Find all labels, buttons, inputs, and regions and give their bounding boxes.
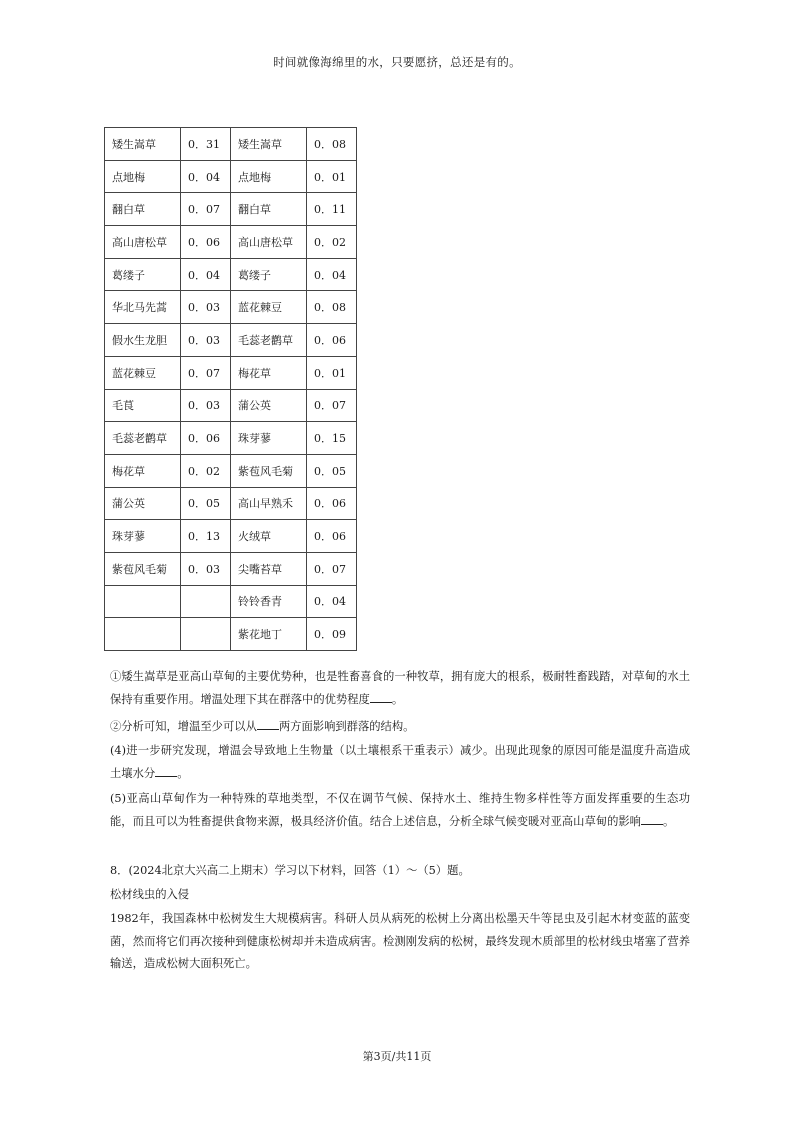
species-name-cell: 毛茛 — [105, 389, 181, 422]
question-7-part-5 — [110, 788, 690, 833]
table-row — [105, 618, 357, 651]
importance-value-cell: 0．07 — [181, 356, 231, 389]
species-name-cell: 毛蕊老鹳草 — [105, 422, 181, 455]
species-name-cell: 高山早熟禾 — [231, 487, 307, 520]
importance-value-cell: 0．05 — [181, 487, 231, 520]
species-name-cell — [105, 585, 181, 618]
table-row — [105, 193, 357, 226]
question-7-part-4-end: 。 — [177, 766, 189, 780]
table-row — [105, 226, 357, 259]
importance-value-cell: 0．05 — [307, 454, 357, 487]
species-name-cell: 葛缕子 — [231, 258, 307, 291]
importance-value-cell: 0．02 — [307, 226, 357, 259]
species-name-cell: 紫苞风毛菊 — [231, 454, 307, 487]
importance-value-cell: 0．08 — [307, 291, 357, 324]
species-name-cell: 蒲公英 — [105, 487, 181, 520]
species-name-cell: 梅花草 — [105, 454, 181, 487]
importance-value-cell: 0．07 — [307, 389, 357, 422]
importance-value-cell: 0．02 — [181, 454, 231, 487]
importance-value-cell: 0．08 — [307, 128, 357, 161]
species-name-cell: 点地梅 — [231, 160, 307, 193]
table-row — [105, 258, 357, 291]
species-name-cell: 点地梅 — [105, 160, 181, 193]
species-name-cell: 假水生龙胆 — [105, 324, 181, 357]
answer-blank[interactable] — [370, 690, 392, 703]
importance-value-cell — [181, 618, 231, 651]
importance-value-cell: 0．13 — [181, 520, 231, 553]
species-name-cell: 葛缕子 — [105, 258, 181, 291]
page-header-motto: 时间就像海绵里的水，只要愿挤，总还是有的。 — [273, 55, 521, 69]
importance-value-cell: 0．03 — [181, 552, 231, 585]
table-row — [105, 552, 357, 585]
answer-blank[interactable] — [257, 717, 279, 730]
importance-value-cell: 0．07 — [307, 552, 357, 585]
importance-value-cell: 0．04 — [307, 585, 357, 618]
table-row — [105, 128, 357, 161]
question-7-part-4-text: (4)进一步研究发现，增温会导致地上生物量（以土壤根系干重表示）减少。出现此现象的原因可能是温度升高造成土壤水分 — [110, 744, 690, 780]
species-name-cell: 高山唐松草 — [231, 226, 307, 259]
importance-value-cell: 0．31 — [181, 128, 231, 161]
importance-value-cell: 0．01 — [307, 160, 357, 193]
species-name-cell: 紫苞风毛菊 — [105, 552, 181, 585]
species-name-cell: 蓝花棘豆 — [231, 291, 307, 324]
species-importance-table — [104, 127, 357, 651]
question-7-part-1-text: ①矮生嵩草是亚高山草甸的主要优势种，也是牲畜喜食的一种牧草，拥有庞大的根系，极耐牲畜践踏，对草甸的水土保持有重要作用。增温处理下其在群落中的优势程度 — [110, 670, 690, 706]
question-8-intro: 8．(2024北京大兴高二上期末）学习以下材料，回答（1）～（5）题。 — [110, 864, 470, 877]
question-7-part-5-end: 。 — [662, 814, 675, 828]
passage-subtitle: 松材线虫的入侵 — [110, 888, 190, 901]
answer-blank[interactable] — [641, 812, 663, 825]
importance-value-cell: 0．07 — [181, 193, 231, 226]
species-name-cell: 华北马先蒿 — [105, 291, 181, 324]
species-name-cell: 毛蕊老鹳草 — [231, 324, 307, 357]
species-name-cell: 珠芽蓼 — [105, 520, 181, 553]
table-row — [105, 422, 357, 455]
importance-value-cell: 0．03 — [181, 291, 231, 324]
table-row — [105, 454, 357, 487]
importance-value-cell: 0．01 — [307, 356, 357, 389]
importance-value-cell: 0．03 — [181, 389, 231, 422]
table-body — [105, 128, 357, 651]
table-row — [105, 520, 357, 553]
species-name-cell — [105, 618, 181, 651]
importance-value-cell: 0．04 — [307, 258, 357, 291]
importance-value-cell: 0．04 — [181, 258, 231, 291]
question-7-part-2-text: ②分析可知，增温至少可以从 — [110, 720, 257, 733]
table-row — [105, 291, 357, 324]
species-name-cell: 翻白草 — [105, 193, 181, 226]
importance-value-cell — [181, 585, 231, 618]
table-row — [105, 356, 357, 389]
question-7-part-1-end: 。 — [391, 692, 404, 706]
table-row — [105, 487, 357, 520]
importance-value-cell: 0．06 — [307, 487, 357, 520]
species-name-cell: 翻白草 — [231, 193, 307, 226]
question-7-part-5-text: (5)亚高山草甸作为一种特殊的草地类型，不仅在调节气候、保持水土、维持生物多样性等方面发挥重要的生态功能，而且可以为牲畜提供食物来源，极具经济价值。结合上述信息，分析全球气候变暖对亚高山草甸的影响 — [110, 792, 690, 828]
species-name-cell: 蓝花棘豆 — [105, 356, 181, 389]
importance-value-cell: 0．04 — [181, 160, 231, 193]
importance-value-cell: 0．06 — [307, 520, 357, 553]
importance-value-cell: 0．06 — [181, 422, 231, 455]
species-name-cell: 铃铃香青 — [231, 585, 307, 618]
answer-blank[interactable] — [155, 764, 177, 777]
species-name-cell: 蒲公英 — [231, 389, 307, 422]
importance-value-cell: 0．06 — [181, 226, 231, 259]
page-number: 第3页/共11页 — [362, 1050, 432, 1063]
species-name-cell: 尖嘴苔草 — [231, 552, 307, 585]
species-name-cell: 高山唐松草 — [105, 226, 181, 259]
species-name-cell: 矮生嵩草 — [231, 128, 307, 161]
importance-value-cell: 0．11 — [307, 193, 357, 226]
species-name-cell: 珠芽蓼 — [231, 422, 307, 455]
table-row — [105, 585, 357, 618]
importance-value-cell: 0．06 — [307, 324, 357, 357]
species-name-cell: 火绒草 — [231, 520, 307, 553]
species-name-cell: 紫花地丁 — [231, 618, 307, 651]
question-7-part-2 — [110, 716, 690, 739]
question-7-part-1 — [110, 666, 690, 711]
table-row — [105, 389, 357, 422]
species-name-cell: 矮生嵩草 — [105, 128, 181, 161]
species-name-cell: 梅花草 — [231, 356, 307, 389]
table-row — [105, 324, 357, 357]
question-7-part-4 — [110, 740, 690, 785]
question-7-part-2-end: 两方面影响到群落的结构。 — [278, 720, 415, 733]
table-row — [105, 160, 357, 193]
importance-value-cell: 0．03 — [181, 324, 231, 357]
passage-text: 1982年，我国森林中松树发生大规模病害。科研人员从病死的松树上分离出松墨天牛等昆虫及引起木材变蓝的蓝变菌，然而将它们再次接种到健康松树却并未造成病害。检测刚发病的松树，最终发现木质部里的松材线虫堵塞了营养输送，造成松树大面积死亡。 — [110, 912, 690, 970]
importance-value-cell: 0．09 — [307, 618, 357, 651]
importance-value-cell: 0．15 — [307, 422, 357, 455]
